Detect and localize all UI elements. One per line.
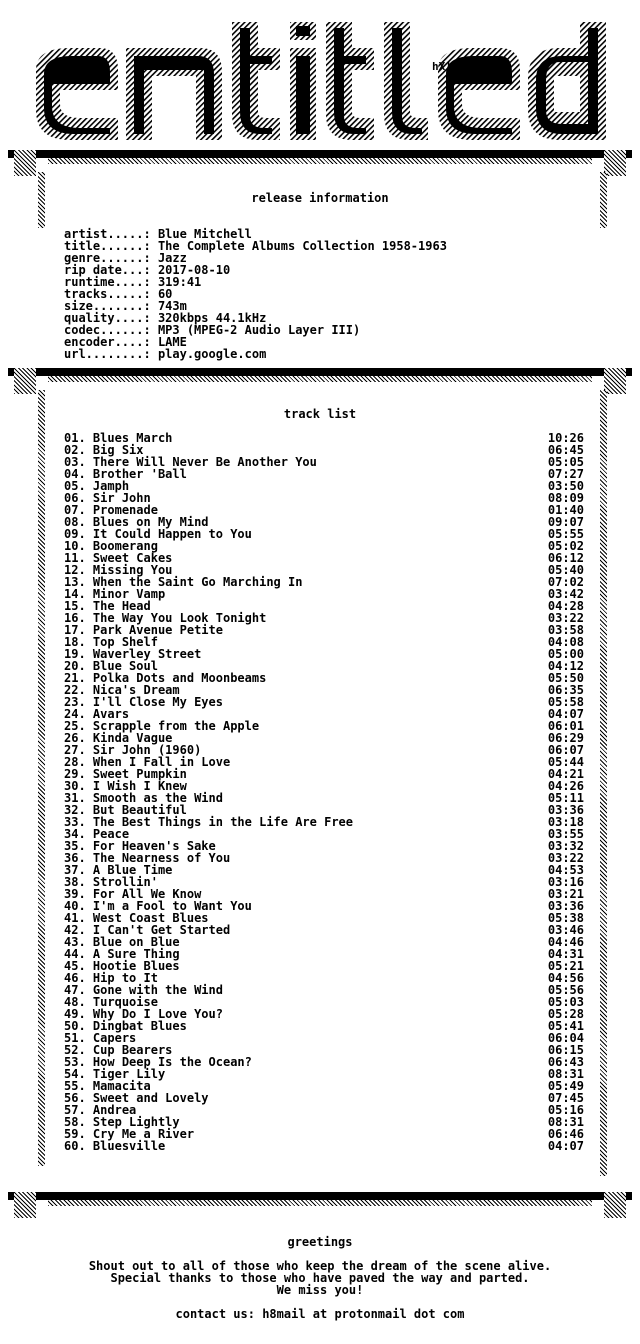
track-number: 22. <box>64 683 86 697</box>
track-number: 48. <box>64 995 86 1009</box>
track-number: 35. <box>64 839 86 853</box>
track-title: How Deep Is the Ocean? <box>92 1055 252 1069</box>
track-number: 60. <box>64 1139 86 1153</box>
track-duration: 04:07 <box>547 707 584 721</box>
greetings-heading: greetings <box>287 1235 353 1249</box>
track-duration: 01:40 <box>547 503 584 517</box>
track-duration: 04:53 <box>547 863 584 877</box>
track-title: The Head <box>92 599 151 613</box>
track-number: 10. <box>64 539 86 553</box>
track-title: Step Lightly <box>92 1115 180 1129</box>
release-field-value: 743m <box>157 299 187 313</box>
track-duration: 03:21 <box>547 887 584 901</box>
track-number: 09. <box>64 527 86 541</box>
track-title: For All We Know <box>92 887 202 901</box>
track-number: 34. <box>64 827 86 841</box>
track-title: I'm a Fool to Want You <box>92 899 252 913</box>
track-duration: 06:46 <box>547 1127 584 1141</box>
track-number: 13. <box>64 575 86 589</box>
track-duration: 03:46 <box>547 923 584 937</box>
release-field-key: url........: <box>64 347 151 361</box>
track-title: Tiger Lily <box>92 1067 166 1081</box>
track-title: Big Six <box>92 443 144 457</box>
track-duration: 05:11 <box>547 791 584 805</box>
track-duration: 06:12 <box>547 551 584 565</box>
frame-side <box>600 390 607 1176</box>
track-title: I Can't Get Started <box>92 923 231 937</box>
track-duration: 05:58 <box>547 695 584 709</box>
contact-line: contact us: h8mail at protonmail dot com <box>175 1307 465 1321</box>
frame-corner <box>604 368 626 394</box>
track-title: West Coast Blues <box>92 911 209 925</box>
track-row <box>64 696 584 708</box>
track-title: A Blue Time <box>92 863 173 877</box>
track-title: I'll Close My Eyes <box>92 695 223 709</box>
greetings-line: Special thanks to those who have paved the way and parted. <box>110 1271 530 1285</box>
release-field-value: play.google.com <box>157 347 267 361</box>
track-number: 33. <box>64 815 86 829</box>
track-duration: 06:45 <box>547 443 584 457</box>
track-duration: 04:21 <box>547 767 584 781</box>
track-title: The Best Things in the Life Are Free <box>92 815 354 829</box>
track-title: Jamph <box>92 479 130 493</box>
track-title: Top Shelf <box>92 635 158 649</box>
track-number: 02. <box>64 443 86 457</box>
track-title: I Wish I Knew <box>92 779 187 793</box>
frame-corner <box>14 150 36 176</box>
track-duration: 05:56 <box>547 983 584 997</box>
track-number: 15. <box>64 599 86 613</box>
logo-letters <box>36 22 606 140</box>
track-duration: 04:12 <box>547 659 584 673</box>
track-title: Sir John (1960) <box>92 743 202 757</box>
track-title: Dingbat Blues <box>92 1019 187 1033</box>
track-number: 04. <box>64 467 86 481</box>
frame-hatch <box>48 158 592 164</box>
release-field-value: The Complete Albums Collection 1958-1963 <box>157 239 447 253</box>
track-title: Blues March <box>92 431 173 445</box>
track-title: Peace <box>92 827 130 841</box>
track-number: 20. <box>64 659 86 673</box>
track-duration: 03:18 <box>547 815 584 829</box>
track-duration: 07:02 <box>547 575 584 589</box>
track-duration: 05:38 <box>547 911 584 925</box>
track-number: 46. <box>64 971 86 985</box>
track-number: 57. <box>64 1103 86 1117</box>
track-title: There Will Never Be Another You <box>92 455 317 469</box>
track-duration: 05:00 <box>547 647 584 661</box>
track-number: 08. <box>64 515 86 529</box>
release-field-value: Jazz <box>157 251 187 265</box>
track-number: 41. <box>64 911 86 925</box>
track-title: Capers <box>92 1031 137 1045</box>
track-number: 21. <box>64 671 86 685</box>
track-number: 40. <box>64 899 86 913</box>
release-field-key: quality....: <box>64 311 151 325</box>
track-title: Strollin' <box>92 875 158 889</box>
release-field-value: LAME <box>157 335 187 349</box>
track-number: 30. <box>64 779 86 793</box>
track-duration: 05:55 <box>547 527 584 541</box>
track-duration: 05:44 <box>547 755 584 769</box>
track-duration: 05:05 <box>547 455 584 469</box>
track-duration: 04:08 <box>547 635 584 649</box>
release-field-value: 2017-08-10 <box>157 263 231 277</box>
track-number: 59. <box>64 1127 86 1141</box>
greetings-line: We miss you! <box>276 1283 364 1297</box>
track-duration: 07:27 <box>547 467 584 481</box>
release-field-value: 60 <box>157 287 173 301</box>
track-title: A Sure Thing <box>92 947 180 961</box>
track-duration: 06:15 <box>547 1043 584 1057</box>
frame-top-bar <box>8 368 632 376</box>
track-duration: 03:50 <box>547 479 584 493</box>
track-number: 29. <box>64 767 86 781</box>
track-number: 07. <box>64 503 86 517</box>
frame-top-bar <box>8 150 632 158</box>
track-title: Why Do I Love You? <box>92 1007 223 1021</box>
track-duration: 03:55 <box>547 827 584 841</box>
track-title: Sweet Pumpkin <box>92 767 187 781</box>
track-number: 18. <box>64 635 86 649</box>
track-duration: 06:07 <box>547 743 584 757</box>
track-number: 19. <box>64 647 86 661</box>
track-duration: 05:02 <box>547 539 584 553</box>
release-field-key: runtime....: <box>64 275 151 289</box>
track-duration: 06:01 <box>547 719 584 733</box>
track-number: 14. <box>64 587 86 601</box>
track-number: 52. <box>64 1043 86 1057</box>
track-number: 56. <box>64 1091 86 1105</box>
track-duration: 08:09 <box>547 491 584 505</box>
track-duration: 04:31 <box>547 947 584 961</box>
release-field-key: encoder....: <box>64 335 151 349</box>
track-title: Blue Soul <box>92 659 158 673</box>
track-duration: 05:50 <box>547 671 584 685</box>
entitled-logo <box>0 0 640 150</box>
greetings-line: Shout out to all of those who keep the dream of the scene alive. <box>88 1259 552 1273</box>
track-title: Kinda Vague <box>92 731 173 745</box>
track-duration: 06:43 <box>547 1055 584 1069</box>
track-title: Hootie Blues <box>92 959 180 973</box>
track-row <box>64 816 584 828</box>
track-number: 58. <box>64 1115 86 1129</box>
track-number: 53. <box>64 1055 86 1069</box>
track-list <box>64 432 584 1152</box>
track-title: Hip to It <box>92 971 158 985</box>
logo-tag: hX! <box>432 60 452 73</box>
track-title: Andrea <box>92 1103 137 1117</box>
track-row <box>64 1092 584 1104</box>
track-duration: 03:16 <box>547 875 584 889</box>
track-number: 45. <box>64 959 86 973</box>
track-number: 11. <box>64 551 86 565</box>
track-number: 31. <box>64 791 86 805</box>
track-number: 27. <box>64 743 86 757</box>
track-duration: 03:22 <box>547 851 584 865</box>
track-duration: 05:40 <box>547 563 584 577</box>
track-duration: 04:56 <box>547 971 584 985</box>
track-title: Promenade <box>92 503 158 517</box>
frame-corner <box>14 368 36 394</box>
track-duration: 04:26 <box>547 779 584 793</box>
track-duration: 06:35 <box>547 683 584 697</box>
track-number: 54. <box>64 1067 86 1081</box>
release-field <box>64 348 447 360</box>
release-field-key: tracks.....: <box>64 287 151 301</box>
release-field-key: rip date...: <box>64 263 151 277</box>
frame-corner <box>14 1192 36 1218</box>
frame-top-bar <box>8 1192 632 1200</box>
track-title: Park Avenue Petite <box>92 623 223 637</box>
track-title: Blues on My Mind <box>92 515 209 529</box>
release-info <box>64 228 447 360</box>
track-duration: 06:04 <box>547 1031 584 1045</box>
track-number: 01. <box>64 431 86 445</box>
release-field-value: MP3 (MPEG-2 Audio Layer III) <box>157 323 361 337</box>
release-field-key: codec......: <box>64 323 151 337</box>
track-duration: 05:03 <box>547 995 584 1009</box>
track-title: Minor Vamp <box>92 587 166 601</box>
track-duration: 05:28 <box>547 1007 584 1021</box>
track-number: 25. <box>64 719 86 733</box>
release-field-value: 319:41 <box>157 275 202 289</box>
track-title: Cup Bearers <box>92 1043 173 1057</box>
track-title: Polka Dots and Moonbeams <box>92 671 267 685</box>
track-number: 17. <box>64 623 86 637</box>
track-number: 37. <box>64 863 86 877</box>
track-number: 49. <box>64 1007 86 1021</box>
release-field-value: 320kbps 44.1kHz <box>157 311 267 325</box>
track-title: Sweet Cakes <box>92 551 173 565</box>
track-title: For Heaven's Sake <box>92 839 216 853</box>
track-title: Mamacita <box>92 1079 151 1093</box>
track-number: 43. <box>64 935 86 949</box>
track-title: The Nearness of You <box>92 851 231 865</box>
track-number: 51. <box>64 1031 86 1045</box>
track-title: Cry Me a River <box>92 1127 195 1141</box>
track-number: 32. <box>64 803 86 817</box>
track-number: 36. <box>64 851 86 865</box>
track-row <box>64 468 584 480</box>
track-number: 16. <box>64 611 86 625</box>
release-field-key: artist.....: <box>64 227 151 241</box>
track-title: Turquoise <box>92 995 158 1009</box>
track-number: 05. <box>64 479 86 493</box>
track-number: 26. <box>64 731 86 745</box>
track-number: 12. <box>64 563 86 577</box>
track-number: 50. <box>64 1019 86 1033</box>
track-row <box>64 1140 584 1152</box>
track-duration: 06:29 <box>547 731 584 745</box>
release-heading: release information <box>251 191 389 205</box>
track-title: Sweet and Lovely <box>92 1091 209 1105</box>
track-duration: 05:49 <box>547 1079 584 1093</box>
track-number: 23. <box>64 695 86 709</box>
track-number: 47. <box>64 983 86 997</box>
track-number: 06. <box>64 491 86 505</box>
track-number: 03. <box>64 455 86 469</box>
track-duration: 09:07 <box>547 515 584 529</box>
track-title: Blue on Blue <box>92 935 180 949</box>
track-duration: 05:41 <box>547 1019 584 1033</box>
track-duration: 03:42 <box>547 587 584 601</box>
track-number: 24. <box>64 707 86 721</box>
track-duration: 03:36 <box>547 899 584 913</box>
track-number: 55. <box>64 1079 86 1093</box>
track-duration: 04:07 <box>547 1139 584 1153</box>
track-title: Bluesville <box>92 1139 166 1153</box>
track-duration: 08:31 <box>547 1067 584 1081</box>
tracklist-heading: track list <box>283 407 357 421</box>
track-duration: 10:26 <box>547 431 584 445</box>
track-number: 38. <box>64 875 86 889</box>
track-title: But Beautiful <box>92 803 187 817</box>
release-field-value: Blue Mitchell <box>157 227 252 241</box>
track-number: 28. <box>64 755 86 769</box>
track-title: When I Fall in Love <box>92 755 231 769</box>
track-title: Boomerang <box>92 539 158 553</box>
track-duration: 04:28 <box>547 599 584 613</box>
track-title: Scrapple from the Apple <box>92 719 260 733</box>
frame-hatch <box>48 376 592 382</box>
track-duration: 03:22 <box>547 611 584 625</box>
track-duration: 08:31 <box>547 1115 584 1129</box>
track-title: Brother 'Ball <box>92 467 187 481</box>
track-duration: 07:45 <box>547 1091 584 1105</box>
track-title: Waverley Street <box>92 647 202 661</box>
track-duration: 04:46 <box>547 935 584 949</box>
track-title: Avars <box>92 707 130 721</box>
track-row <box>64 1020 584 1032</box>
track-title: Missing You <box>92 563 173 577</box>
track-title: Smooth as the Wind <box>92 791 223 805</box>
track-title: Gone with the Wind <box>92 983 223 997</box>
track-duration: 03:32 <box>547 839 584 853</box>
track-duration: 03:36 <box>547 803 584 817</box>
track-duration: 05:21 <box>547 959 584 973</box>
track-number: 42. <box>64 923 86 937</box>
frame-side <box>38 390 45 1166</box>
track-duration: 05:16 <box>547 1103 584 1117</box>
track-title: The Way You Look Tonight <box>92 611 267 625</box>
track-number: 44. <box>64 947 86 961</box>
frame-hatch <box>48 1200 592 1206</box>
frame-corner <box>604 150 626 176</box>
release-field-key: title......: <box>64 239 151 253</box>
release-field-key: genre......: <box>64 251 151 265</box>
frame-corner <box>604 1192 626 1218</box>
track-duration: 03:58 <box>547 623 584 637</box>
track-title: When the Saint Go Marching In <box>92 575 303 589</box>
release-field-key: size.......: <box>64 299 151 313</box>
track-title: It Could Happen to You <box>92 527 252 541</box>
track-number: 39. <box>64 887 86 901</box>
track-title: Sir John <box>92 491 151 505</box>
track-title: Nica's Dream <box>92 683 180 697</box>
